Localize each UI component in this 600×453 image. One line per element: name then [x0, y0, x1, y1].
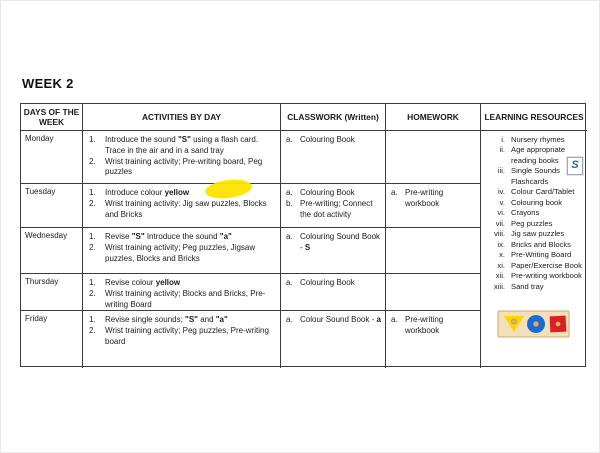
activity-item	[89, 243, 276, 265]
activity-text: Wrist training activity; Peg puzzles, Pre-writing board	[105, 325, 269, 346]
activity-text: Wrist training activity: Jig saw puzzles, Blocks and Bricks	[105, 198, 267, 219]
activity-text: Revise "S" Introduce the sound "a"	[105, 232, 232, 241]
list-marker: 2.	[89, 156, 96, 166]
roman-numeral: iii.	[497, 166, 505, 176]
classwork-cell-thursday	[281, 274, 386, 311]
list-marker: a.	[286, 188, 293, 197]
roman-numeral: iv.	[497, 187, 505, 197]
schedule-table	[20, 103, 586, 367]
resource-item	[483, 229, 585, 239]
roman-numeral: xi.	[497, 260, 505, 270]
col-header-days: DAYS OF THE WEEK	[21, 104, 83, 131]
classwork-text: Pre-writing; Connect the dot activity	[300, 198, 373, 219]
list-marker: b.	[286, 198, 293, 208]
homework-text: Pre-writing workbook	[405, 188, 444, 208]
col-header-classwork: CLASSWORK (Written)	[281, 104, 386, 131]
resource-text: Sand tray	[511, 281, 544, 291]
roman-numeral: vii.	[495, 218, 505, 228]
list-marker: a.	[391, 315, 398, 324]
list-marker: 1.	[89, 315, 96, 324]
resource-item	[483, 250, 585, 260]
classwork-text: Colouring Book	[300, 278, 355, 287]
activities-cell-friday	[83, 311, 281, 368]
homework-cell-friday	[386, 311, 481, 368]
resource-text: Single Sounds Flashcards	[511, 166, 560, 186]
homework-cell-monday	[386, 131, 481, 184]
resource-text: Jig saw puzzles	[511, 229, 565, 239]
roman-numeral: vi.	[497, 208, 505, 218]
activity-text: Revise colour yellow	[105, 278, 181, 287]
list-marker: 2.	[89, 242, 96, 252]
resource-item	[483, 198, 585, 208]
resource-text: Peg puzzles	[511, 218, 553, 228]
classwork-item	[286, 135, 382, 146]
classwork-cell-friday	[281, 311, 386, 368]
col-header-homework: HOMEWORK	[386, 104, 481, 131]
homework-item	[391, 315, 477, 337]
resource-item	[483, 187, 585, 197]
roman-numeral: xii.	[495, 271, 505, 281]
resource-item	[483, 240, 585, 250]
resource-item	[483, 271, 585, 281]
classwork-text: Colouring Sound Book - S	[300, 232, 381, 252]
homework-text: Pre-writing workbook	[405, 315, 444, 335]
list-marker: 1.	[89, 232, 96, 241]
roman-numeral: xiii.	[494, 281, 505, 291]
classwork-cell-tuesday	[281, 184, 386, 228]
classwork-cell-monday	[281, 131, 386, 184]
list-marker: a.	[391, 188, 398, 197]
activity-item	[89, 135, 276, 157]
resource-item	[483, 282, 585, 292]
classwork-cell-wednesday	[281, 228, 386, 274]
activity-text: Introduce colour yellow	[105, 188, 190, 197]
classwork-text: Colouring Book	[300, 188, 355, 197]
activity-item	[89, 326, 276, 348]
homework-cell-tuesday	[386, 184, 481, 228]
flashcard-s-icon: S	[567, 157, 583, 175]
resource-item	[483, 219, 585, 229]
week-title: WEEK 2	[22, 76, 74, 91]
activities-cell-thursday	[83, 274, 281, 311]
homework-cell-wednesday	[386, 228, 481, 274]
activity-item	[89, 315, 276, 326]
list-marker: 1.	[89, 188, 96, 197]
classwork-item	[286, 199, 382, 221]
resource-item	[483, 208, 585, 218]
activities-cell-tuesday	[83, 184, 281, 228]
list-marker: a.	[286, 315, 293, 324]
roman-numeral: ii.	[499, 145, 505, 155]
activity-item	[89, 232, 276, 243]
classwork-text: Colour Sound Book - a	[300, 315, 381, 324]
list-marker: 2.	[89, 198, 96, 208]
resources-cell	[481, 131, 587, 368]
list-marker: a.	[286, 232, 293, 241]
list-marker: a.	[286, 278, 293, 287]
col-header-resources: LEARNING RESOURCES	[481, 104, 587, 131]
classwork-item	[286, 188, 382, 199]
activity-text: Wrist training activity; Peg puzzles, Jigsaw puzzles, Blocks and Bricks	[105, 242, 256, 263]
resource-text: Colour Card/Tablet	[511, 187, 575, 197]
resource-text: Nursery rhymes	[511, 135, 565, 144]
peg-puzzle-image	[497, 309, 571, 339]
classwork-text: Colouring Book	[300, 135, 355, 144]
roman-numeral: x.	[499, 250, 505, 260]
resource-item	[483, 261, 585, 271]
day-cell-tuesday: Tuesday	[21, 184, 83, 228]
activities-cell-wednesday	[83, 228, 281, 274]
day-cell-wednesday: Wednesday	[21, 228, 83, 274]
resource-text: Bricks and Blocks	[511, 239, 571, 249]
classwork-item	[286, 278, 382, 289]
resource-text: Paper/Exercise Book	[511, 260, 582, 270]
activity-text: Revise single sounds; "S" and "a"	[105, 315, 228, 324]
homework-item	[391, 188, 477, 210]
resource-text: Pre-writing workbook	[511, 271, 582, 281]
activity-text: Introduce the sound "S" using a flash card. Trace in the air and in a sand tray	[105, 135, 259, 155]
resource-text: Colouring book	[511, 197, 563, 207]
activity-item	[89, 199, 276, 221]
roman-numeral: viii.	[494, 229, 505, 239]
activity-item	[89, 278, 276, 289]
homework-cell-thursday	[386, 274, 481, 311]
list-marker: 1.	[89, 278, 96, 287]
activity-text: Wrist training activity; Pre-writing board, Peg puzzles	[105, 156, 263, 177]
roman-numeral: ix.	[497, 239, 505, 249]
activity-text: Wrist training activity; Blocks and Bricks, Pre-writing Board	[105, 288, 266, 309]
activity-item	[89, 289, 276, 311]
resource-text: Pre-Writing Board	[511, 250, 572, 260]
day-cell-friday: Friday	[21, 311, 83, 368]
classwork-item	[286, 232, 382, 254]
list-marker: 2.	[89, 325, 96, 335]
activities-cell-monday	[83, 131, 281, 184]
resource-text: Age appropriate reading books	[511, 145, 566, 165]
resource-text: Crayons	[511, 208, 540, 218]
roman-numeral: v.	[499, 197, 505, 207]
roman-numeral: i.	[501, 135, 505, 144]
list-marker: 1.	[89, 135, 96, 144]
day-cell-monday: Monday	[21, 131, 83, 184]
col-header-activities: ACTIVITIES BY DAY	[83, 104, 281, 131]
activity-item	[89, 157, 276, 179]
day-cell-thursday: Thursday	[21, 274, 83, 311]
resource-item	[483, 135, 585, 145]
list-marker: a.	[286, 135, 293, 144]
classwork-item	[286, 315, 382, 326]
list-marker: 2.	[89, 288, 96, 298]
